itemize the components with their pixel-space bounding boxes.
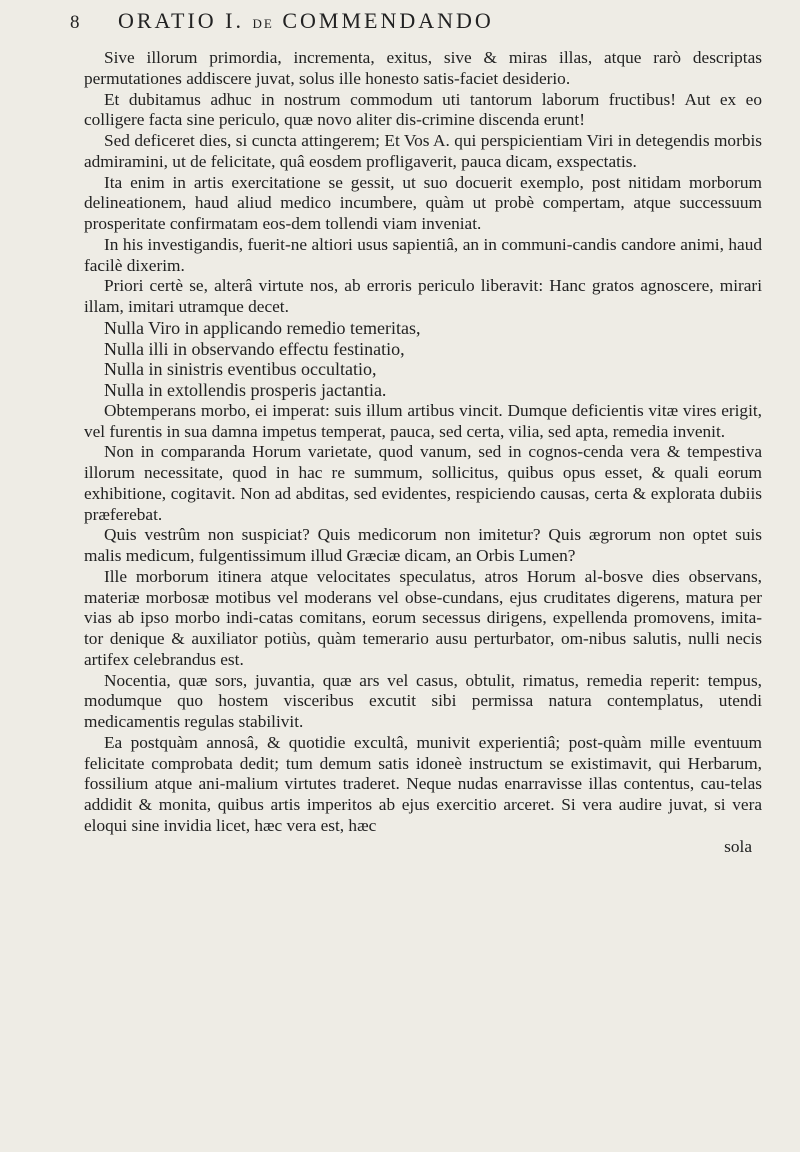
verse-line: Nulla in extollendis prosperis jactantia. (104, 380, 387, 400)
paragraph: Non in comparanda Horum varietate, quod vanum, sed in cognos-cenda vera & tempestiva illorum necessitate, quod in hac re summum, sollicitus, quibus opus esset, & quali eorum exhibitione, cogitavit. Non ad abditas, sed evidentes, respiciendo causas, certa & explorata dubiis præferebat. (84, 442, 762, 524)
running-title-numeral: I. (225, 8, 244, 33)
paragraph: Nocentia, quæ sors, juvantia, quæ ars vel casus, obtulit, rimatus, remedia reperit: tempus, modumque quo hostem visceribus excutit sibi permissa natura contemplatus, utendi medicamentis regulas stabilivit. (84, 670, 762, 731)
running-title (118, 8, 494, 34)
running-title-commendando: COMMENDANDO (282, 8, 494, 33)
paragraph: Ille morborum itinera atque velocitates speculatus, atros Horum al-bosve dies observans, materiæ morbosæ motibus vel moderans vel obse-cundans, ejus cruditates digerens, matura per vias ab ipso morbo indi-catas comitans, eorum secessus dirigens, expellenda promovens, imita-tor denique & auxiliator potiùs, quàm temerario ausu perturbator, om-nibus salutis, nulli necis artifex celebrandus est. (84, 566, 762, 669)
verse-line: Nulla Viro in applicando remedio temeritas, (104, 317, 421, 338)
paragraph: Sed deficeret dies, si cuncta attingerem; Et Vos A. qui perspicientiam Viri in detegendis morbis admiramini, ut de felicitate, quâ eosdem profligaverit, pauca dicam, exspectatis. (84, 131, 762, 171)
verse-line: Nulla in sinistris eventibus occultatio, (104, 359, 377, 380)
paragraph: In his investigandis, fuerit-ne altiori usus sapientiâ, an in communi-candis candore animi, haud facilè dixerim. (84, 234, 762, 275)
running-title-oratio: ORATIO (118, 8, 217, 33)
paragraph: Sive illorum primordia, incrementa, exitus, sive & miras illas, atque rarò descriptas permutationes addiscere juvat, solus ille honesto satis-faciet desiderio. (84, 48, 762, 88)
paragraph: Quis vestrûm non suspiciat? Quis medicorum non imitetur? Quis ægrorum non optet suis malis medicum, fulgentissimum illud Græciæ dicam, an Orbis Lumen? (84, 525, 762, 565)
paragraph: Obtemperans morbo, ei imperat: suis illum artibus vincit. Dumque deficientis vitæ vires erigit, vel furentis in sua damna impetus temperat, pauca, sed certa, vilia, sed apta, remedia invenit. (84, 400, 762, 441)
page-number: 8 (70, 12, 80, 33)
body-text (84, 48, 762, 857)
page-header (70, 8, 762, 48)
paragraph: Priori certè se, alterâ virtute nos, ab erroris periculo liberavit: Hanc gratos agnoscere, mirari illam, imitari utramque decet. (84, 276, 762, 316)
paragraph: Ita enim in artis exercitatione se gessit, ut suo docuerit exemplo, post nitidam morborum delineationem, haud aliud medico incumbere, quàm ut probè compertam, atque successuum prosperitate confirmatam eos-dem tollendi viam inveniat. (84, 172, 762, 233)
paragraph: Et dubitamus adhuc in nostrum commodum uti tantorum laborum fructibus! Aut ex eo colligere facta sine periculo, quæ novo aliter dis-crimine discenda erunt! (84, 89, 762, 130)
verse-line: Nulla illi in observando effectu festinatio, (104, 338, 405, 359)
running-title-de: DE (252, 16, 274, 31)
catchword: sola (724, 836, 752, 856)
paragraph: Ea postquàm annosâ, & quotidie excultâ, munivit experientiâ; post-quàm mille eventuum felicitate comprobata dedit; tum demum satis idoneè instructum se existimavit, qui Herbarum, fossilium atque ani-malium virtutes traderet. Neque nudas enarravisse illas contentus, cau-telas addidit & monita, quibus artis imperitos ab ejus exercitio arceret. Si vera audire juvat, si vera eloqui sine invidia licet, hæc vera est, hæc (84, 732, 762, 835)
